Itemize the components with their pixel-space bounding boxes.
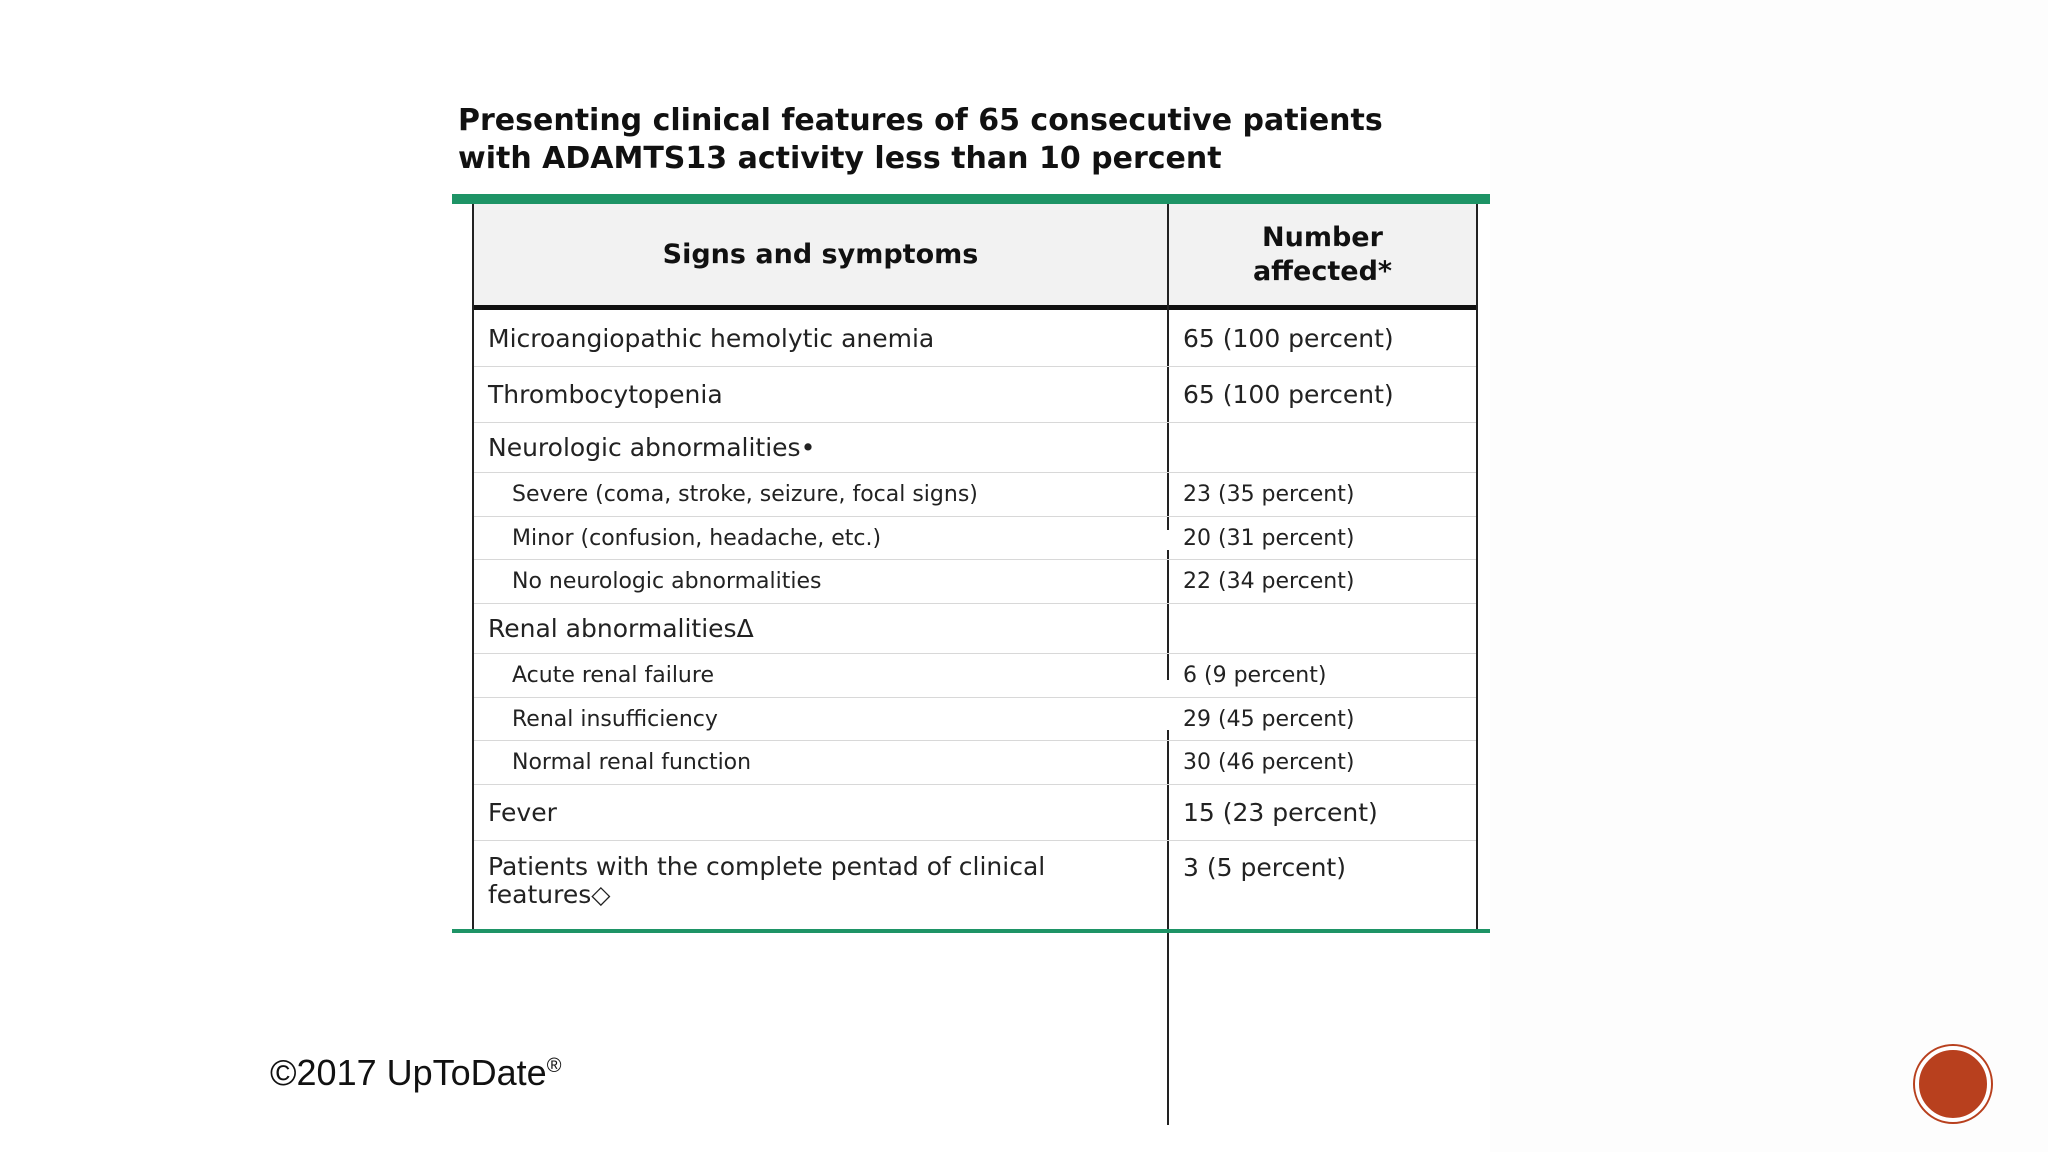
row-label: Minor (confusion, headache, etc.) xyxy=(512,525,882,551)
table-row xyxy=(474,841,1476,929)
table-title xyxy=(458,102,1458,178)
table-row xyxy=(474,310,1476,367)
table-row xyxy=(474,560,1476,604)
row-value: 30 (46 percent) xyxy=(1183,750,1355,775)
row-label: Normal renal function xyxy=(512,750,752,775)
copyright-text: ©2017 UpToDate xyxy=(270,1052,547,1093)
registered-mark: ® xyxy=(546,1055,562,1077)
table-row xyxy=(474,367,1476,423)
table-row xyxy=(474,741,1476,785)
row-label: Thrombocytopenia xyxy=(488,380,723,409)
row-label: No neurologic abnormalities xyxy=(512,569,822,594)
column-header-number-affected: Number affected* xyxy=(1252,221,1393,287)
copyright-notice xyxy=(270,1052,561,1094)
table-row xyxy=(474,517,1476,560)
table-section-row xyxy=(474,423,1476,473)
column-header-signs: Signs and symptoms xyxy=(662,238,979,270)
header-column-divider xyxy=(1167,204,1169,310)
table-top-rule xyxy=(452,194,1490,204)
clinical-features-table xyxy=(472,204,1478,929)
row-label: Renal insufficiency xyxy=(512,706,718,732)
row-label: Microangiopathic hemolytic anemia xyxy=(488,323,935,353)
table-title-line-1: Presenting clinical features of 65 consecutive patients xyxy=(458,103,1383,138)
row-label: Fever xyxy=(488,798,557,827)
row-label: Severe (coma, stroke, seizure, focal signs) xyxy=(512,482,978,507)
row-value: 29 (45 percent) xyxy=(1183,706,1355,732)
table-section-row xyxy=(474,604,1476,654)
table-title-line-2: with ADAMTS13 activity less than 10 percent xyxy=(458,141,1222,176)
row-value: 23 (35 percent) xyxy=(1183,482,1355,507)
row-value: 20 (31 percent) xyxy=(1183,525,1355,551)
row-label: Acute renal failure xyxy=(512,663,714,688)
table-header xyxy=(474,204,1476,310)
row-value: 65 (100 percent) xyxy=(1183,323,1394,353)
row-value: 22 (34 percent) xyxy=(1183,569,1355,594)
row-value: 65 (100 percent) xyxy=(1183,380,1394,409)
table-bottom-rule xyxy=(452,929,1490,933)
row-value: 15 (23 percent) xyxy=(1183,798,1378,827)
table-row xyxy=(474,698,1476,741)
table-row xyxy=(474,654,1476,698)
section-label-neurologic: Neurologic abnormalities• xyxy=(488,433,816,462)
row-value: 3 (5 percent) xyxy=(1183,853,1346,882)
row-label: Patients with the complete pentad of clinical features◇ xyxy=(488,852,1046,909)
slide-right-panel xyxy=(1490,0,2048,1152)
row-value: 6 (9 percent) xyxy=(1183,663,1327,688)
next-slide-circle-icon[interactable] xyxy=(1915,1046,1991,1122)
table-row xyxy=(474,785,1476,841)
section-label-renal: Renal abnormalitiesΔ xyxy=(488,614,754,643)
table-row xyxy=(474,473,1476,517)
